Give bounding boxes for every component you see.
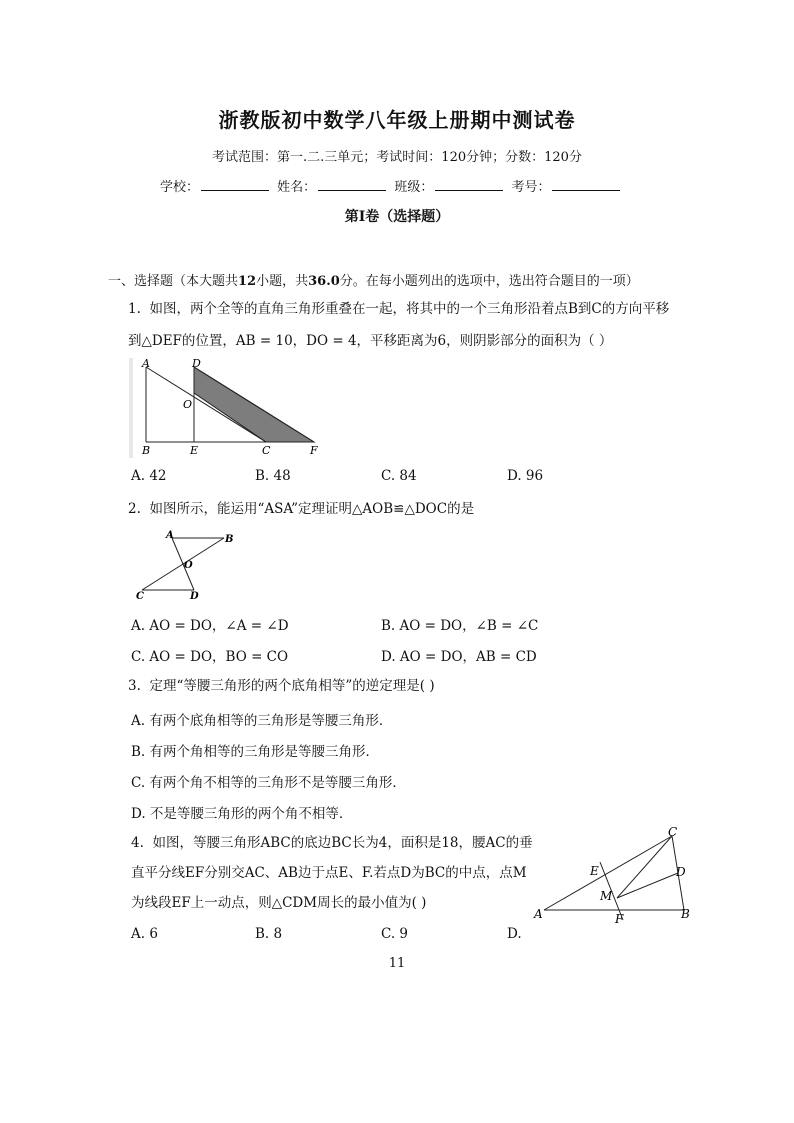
label-a: A (142, 357, 150, 370)
q3-option-d[interactable]: D. 不是等腰三角形的两个角不相等． (131, 806, 353, 822)
label-o: O (183, 398, 193, 411)
label-b-q4: B (681, 907, 690, 921)
question-4-line1: 如图，等腰三角形ABC的底边BC长为4，面积是18，腰AC的垂 (152, 835, 533, 851)
question-4-number: 4. (131, 835, 144, 851)
question-2-number: 2. (128, 501, 141, 517)
q3-option-a[interactable]: A. 有两个底角相等的三角形是等腰三角形． (131, 713, 393, 729)
q4-option-a[interactable]: A. 6 (131, 926, 158, 942)
name-label: 姓名： (277, 180, 317, 195)
figure-q1-scan-edge (129, 358, 133, 458)
figure-q4 (530, 826, 700, 926)
question-3-number: 3. (128, 678, 141, 694)
school-label: 学校： (160, 180, 200, 195)
section-heading (108, 270, 639, 289)
question-1-number: 1. (128, 301, 141, 317)
question-2 (128, 500, 474, 518)
section-heading-suffix: 分。在每小题列出的选项中，选出符合题目的一项） (339, 274, 639, 289)
exam-subtitle: 考试范围：第一.二.三单元；考试时间：120分钟；分数：120分 (212, 150, 582, 165)
segment-md-q4 (617, 873, 678, 898)
q4-option-b[interactable]: B. 8 (255, 926, 283, 942)
label-b: B (142, 444, 151, 457)
section-heading-mid: 小题，共 (256, 274, 309, 289)
question-1-line2: 到△DEF的位置，AB = 10，DO = 4，平移距离为6，则阴影部分的面积为（ ） (128, 333, 613, 349)
class-blank (435, 178, 503, 191)
class-label: 班级： (394, 180, 434, 195)
label-e-q4: E (590, 864, 599, 878)
segment-bc-q2 (142, 538, 224, 590)
q3-option-c[interactable]: C. 有两个角不相等的三角形不是等腰三角形． (131, 775, 406, 791)
q2-option-b[interactable]: B. AO = DO，∠B = ∠C (381, 618, 539, 634)
student-info-line (160, 176, 624, 195)
label-b-q2: B (225, 534, 234, 545)
section-count: 12 (238, 274, 257, 289)
q3-option-b[interactable]: B. 有两个角相等的三角形是等腰三角形． (131, 744, 380, 760)
label-d-q4: D (676, 865, 686, 879)
q1-option-a[interactable]: A. 42 (131, 468, 167, 484)
q2-option-d[interactable]: D. AO = DO，AB = CD (381, 649, 537, 665)
question-4-line2: 直平分线EF分别交AC、AB边于点E、F.若点D为BC的中点，点M (131, 865, 527, 881)
q2-option-c[interactable]: C. AO = DO，BO = CO (131, 649, 289, 665)
question-2-line1: 如图所示，能运用“ASA”定理证明△AOB≌△DOC的是 (149, 501, 475, 517)
question-4 (131, 834, 533, 852)
q2-option-a[interactable]: A. AO = DO，∠A = ∠D (131, 618, 289, 634)
question-4-line3: 为线段EF上一动点，则△CDM周长的最小值为( ) (131, 895, 427, 911)
exam-title: 浙教版初中数学八年级上册期中测试卷 (218, 108, 576, 132)
label-c-q2: C (136, 591, 144, 602)
section-heading-prefix: 一、选择题（本大题共 (108, 274, 239, 289)
label-d-q2: D (190, 591, 199, 602)
name-blank (318, 178, 386, 191)
label-a-q2: A (166, 530, 174, 541)
q1-option-d[interactable]: D. 96 (507, 468, 544, 484)
page-number: 11 (388, 956, 406, 971)
section-points: 36.0 (308, 274, 340, 289)
figure-q1 (126, 356, 326, 462)
number-label: 考号： (511, 180, 551, 195)
figure-q2 (132, 528, 236, 602)
q1-option-c[interactable]: C. 84 (381, 468, 417, 484)
label-f-q4: F (615, 912, 624, 926)
question-1-line1: 如图，两个全等的直角三角形重叠在一起，将其中的一个三角形沿着点B到C的方向平移 (149, 301, 670, 317)
school-blank (201, 178, 269, 191)
question-3 (128, 677, 435, 695)
label-e: E (190, 444, 199, 457)
label-o-q2: O (184, 560, 193, 571)
question-1 (128, 300, 669, 318)
label-a-q4: A (534, 907, 543, 921)
part-title: 第I卷（选择题） (344, 209, 450, 225)
number-blank (552, 178, 620, 191)
label-c-q4: C (668, 826, 678, 839)
segment-cm-q4 (617, 836, 672, 898)
q4-option-d[interactable]: D. (507, 926, 522, 942)
label-f: F (310, 444, 318, 457)
label-m-q4: M (600, 889, 613, 903)
label-d: D (192, 357, 201, 370)
q4-option-c[interactable]: C. 9 (381, 926, 409, 942)
q1-option-b[interactable]: B. 48 (255, 468, 291, 484)
label-c: C (262, 444, 271, 457)
question-3-line1: 定理“等腰三角形的两个底角相等”的逆定理是( ) (149, 678, 435, 694)
